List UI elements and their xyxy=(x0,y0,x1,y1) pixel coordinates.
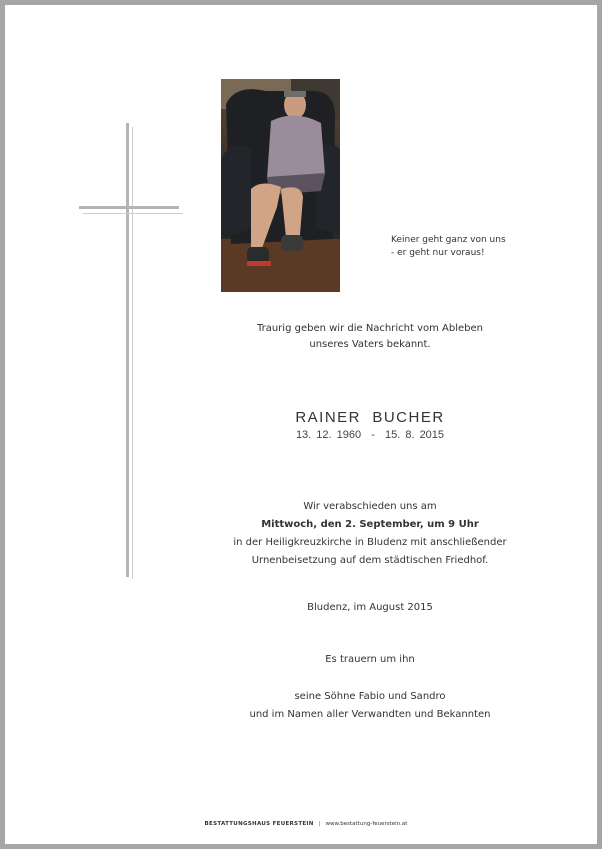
funeral-home-name: BESTATTUNGSHAUS FEUERSTEIN xyxy=(204,821,314,827)
life-dates: 13. 12. 1960 - 15. 8. 2015 xyxy=(295,429,445,441)
announcement-intro xyxy=(185,321,555,353)
quote xyxy=(391,234,506,260)
footer-separator: | xyxy=(318,821,321,827)
quote-line-1: Keiner geht ganz von uns xyxy=(391,235,506,245)
intro-line-2: unseres Vaters bekannt. xyxy=(309,339,431,350)
deceased-name: RAINER BUCHER xyxy=(295,409,445,426)
funeral-line-4: Urnenbeisetzung auf dem städtischen Friedhof. xyxy=(251,555,489,566)
funeral-line-3: in der Heiligkreuzkirche in Bludenz mit anschließender xyxy=(233,537,507,548)
funeral-details xyxy=(185,498,555,570)
cross-vertical-shadow xyxy=(132,127,133,579)
funeral-home-website[interactable]: www.bestattung-feuerstein.at xyxy=(325,821,408,827)
quote-line-2: - er geht nur voraus! xyxy=(391,248,485,258)
cross-vertical-bar xyxy=(126,123,129,577)
funeral-date-time: Mittwoch, den 2. September, um 9 Uhr xyxy=(261,519,479,530)
footer xyxy=(5,821,602,827)
funeral-line-1: Wir verabschieden uns am xyxy=(303,501,437,512)
cross-horizontal-shadow xyxy=(83,213,183,214)
cross-horizontal-bar xyxy=(79,206,179,209)
family-line-2: und im Namen aller Verwandten und Bekannten xyxy=(249,709,491,720)
place-and-date: Bludenz, im August 2015 xyxy=(307,602,433,613)
intro-line-1: Traurig geben wir die Nachricht vom Ableben xyxy=(256,323,484,334)
family-signature xyxy=(185,688,555,724)
family-line-1: seine Söhne Fabio und Sandro xyxy=(294,691,446,702)
mourning-line: Es trauern um ihn xyxy=(325,654,415,665)
portrait-photo xyxy=(221,79,340,292)
